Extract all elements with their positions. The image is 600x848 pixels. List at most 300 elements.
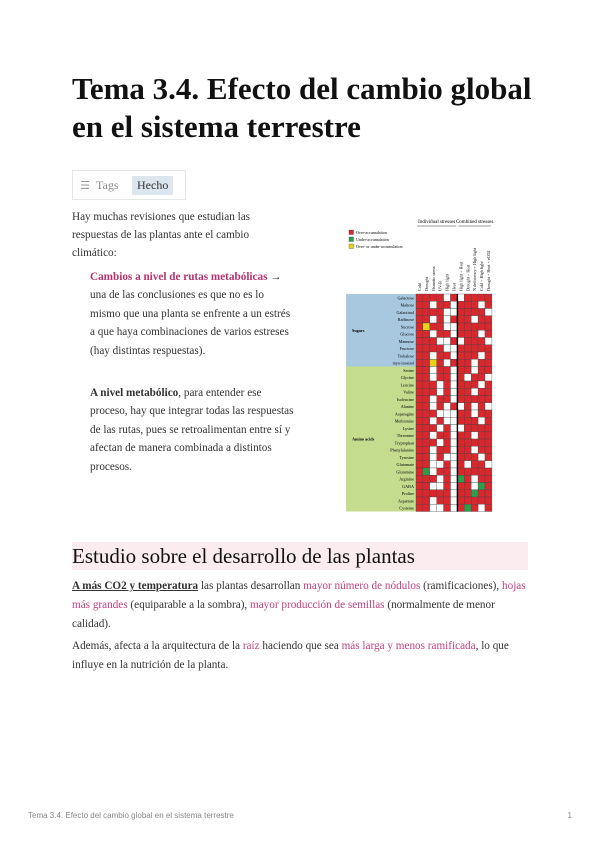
row-label: Fructose [399,346,414,351]
property-name: Tags [96,177,119,192]
heatmap-cell [430,425,437,432]
heatmap-cell [471,410,478,417]
heatmap-cell [485,475,492,482]
row-group-label: Amino acids [352,436,375,442]
heatmap-cell [437,468,444,475]
heatmap-cell [444,497,451,504]
heatmap-cell [471,483,478,490]
heatmap-cell [444,338,451,345]
heatmap-cell [457,490,464,497]
heatmap-cell [430,352,437,359]
heatmap-cell [457,403,464,410]
heatmap-cell [485,381,492,388]
heatmap-cell [451,323,458,330]
heatmap-cell [451,301,458,308]
heatmap-cell [437,367,444,374]
heatmap-cell [437,338,444,345]
column-label: Cold [416,282,422,291]
heatmap-cell [485,483,492,490]
heatmap-cell [444,352,451,359]
heatmap-cell [430,294,437,301]
heatmap-cell [478,403,485,410]
heatmap-cell [457,338,464,345]
heatmap-cell [430,388,437,395]
heatmap-cell [437,294,444,301]
heatmap-cell [430,403,437,410]
heatmap-cell [478,432,485,439]
heatmap-cell [423,483,430,490]
heatmap-cell [485,417,492,424]
heatmap-cell [416,301,423,308]
heatmap-cell [485,446,492,453]
heatmap-cell [430,454,437,461]
heatmap-cell [444,388,451,395]
heatmap-cell [444,432,451,439]
heatmap-cell [457,468,464,475]
heatmap-cell [464,294,471,301]
row-label: Tryptophan [394,440,414,446]
heatmap-cell [416,323,423,330]
heatmap-cell [451,352,458,359]
page-footer [28,811,572,820]
heatmap-cell [437,396,444,403]
heatmap-cell [437,345,444,352]
heatmap-cell [437,352,444,359]
heatmap-cell [478,439,485,446]
heatmap-cell [471,446,478,453]
heatmap-cell [457,294,464,301]
heatmap-cell [485,345,492,352]
text-run: Además, afecta a la arquitectura de la [72,640,243,652]
heatmap-cell [416,497,423,504]
legend-swatch [349,230,354,235]
legend-label: Over-accumulation [356,230,387,235]
heatmap-cell [485,359,492,366]
heatmap-cell [471,504,478,511]
legend-label: Over- or under-accumulation [356,244,403,249]
heatmap-cell [430,446,437,453]
text-run: (ramificaciones), [420,580,503,592]
heatmap-cell [416,374,423,381]
heatmap-cell [430,309,437,316]
heatmap-cell [430,490,437,497]
heatmap-cell [437,374,444,381]
heatmap-cell [457,497,464,504]
heatmap-cell [423,338,430,345]
heatmap-cell [423,475,430,482]
heatmap-cell [423,468,430,475]
heatmap-cell [457,301,464,308]
heatmap-cell [464,497,471,504]
heatmap-cell [416,316,423,323]
heatmap-cell [471,309,478,316]
heatmap-cell [423,352,430,359]
row-label: Leucine [400,382,414,388]
heatmap-cell [464,417,471,424]
heatmap-cell [471,475,478,482]
row-label: Galactose [397,295,414,301]
heatmap-cell [457,345,464,352]
heatmap-cell [423,425,430,432]
heatmap-cell [430,330,437,337]
heatmap-cell [437,381,444,388]
tag-badge[interactable]: Hecho [132,176,173,195]
row-label: Methionine [394,418,414,424]
heatmap-cell [423,432,430,439]
heatmap-cell [471,294,478,301]
heatmap-cell [478,483,485,490]
heatmap-cell [423,417,430,424]
heatmap-cell [444,323,451,330]
heatmap-cell [444,417,451,424]
heatmap-cell [423,410,430,417]
heatmap-cell [485,504,492,511]
heatmap-cell [478,475,485,482]
bullet-heading: Cambios a nivel de rutas metabólicas [90,271,268,283]
heatmap-cell [471,417,478,424]
heatmap-cell [423,345,430,352]
row-label: Tyrosine [399,454,414,460]
heatmap-cell [416,381,423,388]
heatmap-cell [430,468,437,475]
heatmap-cell [444,410,451,417]
heatmap-cell [457,417,464,424]
heatmap-cell [430,417,437,424]
heatmap-cell [451,403,458,410]
heatmap-cell [478,497,485,504]
row-label: Sucrose [400,324,414,330]
heatmap-cell [478,468,485,475]
heatmap-cell [485,309,492,316]
heatmap-cell [451,381,458,388]
row-label: Threonine [396,433,414,438]
heatmap-cell [478,504,485,511]
column-label: N deficiency + High light [472,247,478,291]
bullet-text: , para entender ese proceso, hay que integrar todas las respuestas de las rutas, pues se retroalimentan entre sí y afectan de manera combinada a distintos procesos. [90,387,294,473]
heatmap-cell [471,301,478,308]
heatmap-cell [464,388,471,395]
highlight-leaves: hojas más grandes [72,580,526,611]
group-header: Combined stresses [455,220,494,225]
heatmap-cell [423,374,430,381]
metabolite-heatmap-figure [346,214,496,511]
heatmap-cell [437,483,444,490]
row-label: Glycine [400,375,414,380]
heatmap-cell [416,504,423,511]
heatmap-cell [444,381,451,388]
heatmap-cell [444,316,451,323]
heatmap-cell [444,446,451,453]
heatmap-cell [471,468,478,475]
heatmap-cell [478,316,485,323]
heatmap-cell [437,417,444,424]
legend-label: Under-accumulation [356,237,389,242]
heatmap-cell [464,323,471,330]
heatmap-cell [464,490,471,497]
bullet-heading: A nivel metabólico [90,387,179,399]
heatmap-cell [423,454,430,461]
heatmap-cell [485,374,492,381]
heatmap-cell [485,316,492,323]
heatmap-cell [430,483,437,490]
heatmap-cell [437,330,444,337]
heatmap-cell [478,345,485,352]
heatmap-cell [423,309,430,316]
heatmap-cell [423,446,430,453]
heatmap-cell [464,454,471,461]
column-label: High light [444,273,450,291]
heatmap-cell [457,446,464,453]
heatmap-cell [478,461,485,468]
heatmap-cell [444,309,451,316]
heatmap-cell [437,403,444,410]
heatmap-cell [430,461,437,468]
heatmap-cell [451,309,458,316]
row-label: myo-inositol [392,360,414,366]
heatmap-cell [457,388,464,395]
heatmap-cell [451,446,458,453]
heatmap-cell [464,468,471,475]
heatmap-cell [423,301,430,308]
heatmap-cell [451,454,458,461]
heatmap-cell [451,345,458,352]
heatmap-cell [451,483,458,490]
column-label: UV-B [437,281,443,291]
heatmap-cell [437,461,444,468]
heatmap-cell [485,439,492,446]
heatmap-cell [457,432,464,439]
heatmap-cell [471,330,478,337]
text-run: haciendo que sea [259,640,342,652]
row-label: Cysteine [399,505,414,511]
heatmap-cell [423,316,430,323]
heatmap-cell [437,425,444,432]
heatmap-cell [416,490,423,497]
heatmap-cell [478,490,485,497]
heatmap-cell [416,388,423,395]
heatmap-cell [451,432,458,439]
co2-paragraph [72,577,532,634]
intro-text: Hay muchas revisiones que estudian las respuestas de las plantas ante el cambio climático: [72,211,251,259]
heatmap-cell [430,497,437,504]
row-label: Mannose [398,338,414,344]
heatmap-cell [471,396,478,403]
heatmap-cell [444,403,451,410]
tags-property[interactable] [72,170,186,200]
heatmap-cell [457,316,464,323]
heatmap-cell [457,439,464,446]
heatmap-cell [451,359,458,366]
heatmap-cell [416,345,423,352]
heatmap-cell [430,410,437,417]
heatmap-cell [437,490,444,497]
heatmap-cell [451,396,458,403]
heatmap-cell [457,352,464,359]
bullet-text: → una de las conclusiones es que no es lo mismo que una planta se enfrente a un estrés a que haya combinaciones de varios estreses (hay distintas respuestas). [90,271,291,357]
heatmap-cell [416,367,423,374]
row-label: Isoleucine [396,396,414,402]
heatmap-cell [451,417,458,424]
page-number: 1 [567,811,572,820]
heatmap-cell [423,497,430,504]
heatmap-cell [430,396,437,403]
heatmap-cell [437,316,444,323]
highlight-nodules: mayor número de nódulos [303,580,421,592]
heatmap-cell [423,490,430,497]
heatmap-cell [478,359,485,366]
heatmap-cell [437,432,444,439]
heatmap-cell [464,483,471,490]
heatmap-cell [423,294,430,301]
heatmap-cell [464,432,471,439]
heatmap-cell [444,301,451,308]
row-group-label: Sugars [352,327,365,333]
heatmap-cell [451,475,458,482]
heatmap-cell [451,490,458,497]
heatmap-cell [457,410,464,417]
text-run: , lo que influye en la nutrición de la planta. [72,640,509,671]
list-icon: ☰ [80,178,90,192]
group-header: Individual stresses [418,220,456,225]
heatmap-cell [444,294,451,301]
heatmap-cell [478,309,485,316]
heatmap-cell [457,396,464,403]
column-label: Osmotic stress [430,266,436,291]
heatmap-cell [485,497,492,504]
heatmap-cell [451,338,458,345]
heatmap-cell [416,403,423,410]
heatmap-cell [485,425,492,432]
heatmap-cell [437,388,444,395]
column-label: Heat [451,283,457,291]
heatmap-cell [457,367,464,374]
heatmap-cell [485,490,492,497]
heatmap-cell [423,381,430,388]
heatmap-cell [437,309,444,316]
heatmap-cell [444,345,451,352]
heatmap-cell [478,330,485,337]
heatmap-cell [437,359,444,366]
heatmap-cell [457,330,464,337]
heatmap-cell [451,388,458,395]
heatmap-cell [437,323,444,330]
bullet-metabolic-level [90,384,295,476]
heatmap-cell [464,381,471,388]
heatmap-cell [464,410,471,417]
heatmap-cell [471,497,478,504]
footer-title: Tema 3.4. Efecto del cambio global en el sistema terrestre [28,811,234,820]
heatmap-cell [478,425,485,432]
heatmap-cell [423,367,430,374]
heatmap-cell [423,323,430,330]
heatmap-cell [416,309,423,316]
column-label: High light + Heat [458,261,464,291]
heatmap-cell [471,425,478,432]
heatmap-cell [423,388,430,395]
heatmap-cell [451,468,458,475]
legend-swatch [349,244,354,249]
row-label: Glucose [400,331,414,337]
heatmap-cell [416,338,423,345]
heatmap-cell [416,454,423,461]
heatmap-cell [464,367,471,374]
column-label: Drought + Heat + eCO2 [485,250,491,291]
heatmap-cell [485,330,492,337]
row-label: Maltose [400,302,414,308]
heatmap-cell [464,446,471,453]
heatmap-cell [457,461,464,468]
heatmap-cell [471,432,478,439]
row-label: Lysine [402,425,414,431]
heatmap-cell [464,330,471,337]
highlight-longer-root: más larga y menos ramificada [341,640,476,652]
heatmap-cell [430,367,437,374]
heatmap-cell [451,497,458,504]
heatmap-cell [444,454,451,461]
heatmap-cell [416,417,423,424]
heatmap-cell [416,446,423,453]
heatmap-cell [457,425,464,432]
heatmap-cell [423,396,430,403]
heatmap-cell [444,425,451,432]
heatmap-cell [485,468,492,475]
heatmap-cell [464,475,471,482]
heatmap-cell [471,367,478,374]
heatmap-cell [478,294,485,301]
heatmap-cell [464,396,471,403]
heatmap-cell [444,504,451,511]
heatmap-cell [430,381,437,388]
heatmap-cell [471,454,478,461]
heatmap-cell [451,410,458,417]
heatmap-cell [478,367,485,374]
heatmap-cell [423,403,430,410]
heatmap-cell [444,439,451,446]
column-label: Drought [423,277,429,291]
heatmap-cell [471,439,478,446]
heatmap-cell [444,483,451,490]
row-label: Serine [403,367,414,373]
heatmap-cell [423,330,430,337]
heatmap-cell [416,396,423,403]
heatmap-cell [478,374,485,381]
heatmap-cell [451,294,458,301]
heatmap-cell [423,439,430,446]
heatmap-cell [416,352,423,359]
heatmap-cell [478,323,485,330]
heatmap-cell [478,410,485,417]
heatmap-cell [485,396,492,403]
heatmap-cell [457,454,464,461]
heatmap-cell [464,309,471,316]
heatmap-cell [416,294,423,301]
row-label: Trehalose [397,353,414,359]
row-label: Aspartate [397,498,414,504]
text-run: las plantas desarrollan [198,580,304,592]
heatmap-cell [444,475,451,482]
heatmap-cell [485,454,492,461]
heatmap-cell [464,461,471,468]
heatmap-cell [478,338,485,345]
heatmap-cell [444,359,451,366]
heatmap-cell [444,374,451,381]
heatmap-cell [444,330,451,337]
row-label: Galactinol [396,309,414,315]
heatmap-cell [416,425,423,432]
bullet-metabolic-routes [90,268,295,360]
heatmap-cell [478,396,485,403]
text-run: (equiparable a la sombra), [127,599,251,611]
